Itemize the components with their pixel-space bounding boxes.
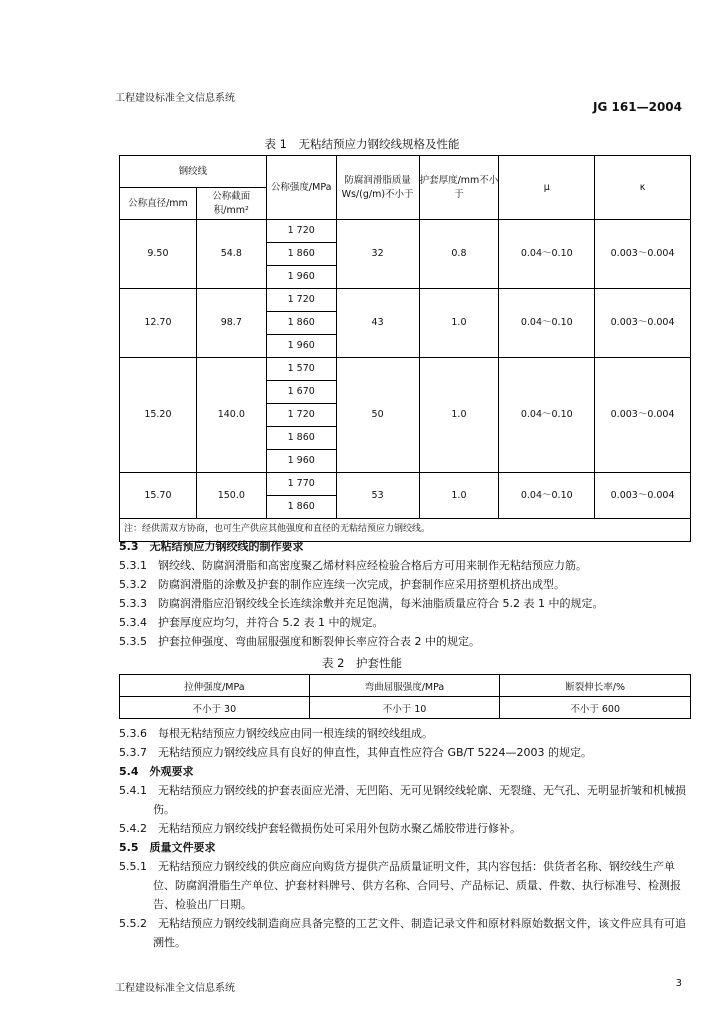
cell-kappa: 0.003～0.004 [595,220,691,289]
cell-strength: 1 670 [266,381,336,404]
section-5-3-heading: 5.3 无粘结预应力钢绞线的制作要求 [119,540,304,553]
cell-strength: 1 720 [266,220,336,243]
cell-grease: 43 [336,289,419,358]
cell-kappa: 0.003～0.004 [595,358,691,473]
table1-note: 注：经供需双方协商，也可生产供应其他强度和直径的无粘结预应力钢绞线。 [120,519,691,542]
cell-sheath: 0.8 [419,220,499,289]
cell-strength: 1 960 [266,450,336,473]
table-row [120,220,691,243]
cell-strength: 1 570 [266,358,336,381]
header-sheath: 护套厚度/mm不小于 [419,156,499,220]
t2-header-bending: 弯曲屈服强度/MPa [309,675,500,697]
clause-5-3-5: 5.3.5 护套拉伸强度、弯曲屈服强度和断裂伸长率应符合表 2 中的规定。 [119,635,480,648]
header-strength: 公称强度/MPa [266,156,336,220]
t2-header-tensile: 拉伸强度/MPa [120,675,310,697]
table-row [120,358,691,381]
clause-5-5-1: 5.5.1 无粘结预应力钢绞线的供应商应向购货方提供产品质量证明文件，其内容包括：供货者名称、钢绞线生产单位、防腐润滑脂生产单位、护套材料牌号、供方名称、合同号、产品标记、质量、件数、执行标准号、检测报告、检验出厂日期。 [119,860,681,911]
cell-grease: 53 [336,473,419,519]
sections-5-3-to-5-5 [119,724,691,952]
cell-strength: 1 860 [266,496,336,519]
cell-area: 150.0 [196,473,266,519]
header-area: 公称截面积/mm² [196,188,266,220]
clause-5-3-4: 5.3.4 护套厚度应均匀，并符合 5.2 表 1 中的规定。 [119,616,384,629]
cell-grease: 50 [336,358,419,473]
clause-5-4-2: 5.4.2 无粘结预应力钢绞线护套轻微损伤处可采用外包防水聚乙烯胶带进行修补。 [119,822,521,835]
cell-area: 54.8 [196,220,266,289]
clause-5-3-3: 5.3.3 防腐润滑脂应沿钢绞线全长连续涂敷并充足饱满，每米油脂质量应符合 5.2 表 1 中的规定。 [119,597,604,610]
table-row [120,473,691,496]
cell-grease: 32 [336,220,419,289]
cell-area: 140.0 [196,358,266,473]
table-row [120,289,691,312]
header-strand: 钢绞线 [120,156,267,188]
section-5-4-heading: 5.4 外观要求 [119,765,194,778]
clause-5-3-6: 5.3.6 每根无粘结预应力钢绞线应由同一根连续的钢绞线组成。 [119,727,433,740]
cell-diameter: 15.70 [120,473,197,519]
page-number: 3 [675,978,682,989]
cell-strength: 1 860 [266,243,336,266]
table1-title: 表 1 无粘结预应力钢绞线规格及性能 [264,137,460,151]
t2-value-tensile: 不小于 30 [120,697,310,719]
clause-5-3-2: 5.3.2 防腐润滑脂的涂敷及护套的制作应连续一次完成，护套制作应采用挤塑机挤出成型。 [119,578,565,591]
cell-sheath: 1.0 [419,473,499,519]
section-5-3 [119,537,691,651]
clause-5-5-2: 5.5.2 无粘结预应力钢绞线制造商应具备完整的工艺文件、制造记录文件和原材料原始数据文件，该文件应具有可追溯性。 [119,917,686,949]
clause-5-3-7: 5.3.7 无粘结预应力钢绞线应具有良好的伸直性，其伸直性应符合 GB/T 5224—2003 的规定。 [119,746,592,759]
cell-mu: 0.04～0.10 [499,289,595,358]
table1 [119,155,691,542]
cell-kappa: 0.003～0.004 [595,473,691,519]
header-kappa: κ [595,156,691,220]
cell-mu: 0.04～0.10 [499,220,595,289]
footer-source: 工程建设标准全文信息系统 [115,983,235,994]
cell-strength: 1 770 [266,473,336,496]
t2-value-elongation: 不小于 600 [500,697,691,719]
cell-strength: 1 720 [266,289,336,312]
cell-sheath: 1.0 [419,289,499,358]
t2-header-elongation: 断裂伸长率/% [500,675,691,697]
standard-number: JG 161—2004 [593,100,682,114]
cell-diameter: 9.50 [120,220,197,289]
t2-value-bending: 不小于 10 [309,697,500,719]
cell-strength: 1 960 [266,335,336,358]
cell-strength: 1 960 [266,266,336,289]
cell-strength: 1 720 [266,404,336,427]
cell-mu: 0.04～0.10 [499,473,595,519]
table2 [119,674,691,719]
cell-strength: 1 860 [266,427,336,450]
cell-diameter: 12.70 [120,289,197,358]
table2-title: 表 2 护套性能 [322,656,402,670]
cell-strength: 1 860 [266,312,336,335]
cell-diameter: 15.20 [120,358,197,473]
header-mu: μ [499,156,595,220]
clause-5-3-1: 5.3.1 钢绞线、防腐润滑脂和高密度聚乙烯材料应经检验合格后方可用来制作无粘结预应力筋。 [119,559,587,572]
cell-area: 98.7 [196,289,266,358]
clause-5-4-1: 5.4.1 无粘结预应力钢绞线的护套表面应光滑、无凹陷、无可见钢绞线轮廓、无裂缝、无气孔、无明显折皱和机械损伤。 [119,784,686,816]
cell-sheath: 1.0 [419,358,499,473]
cell-mu: 0.04～0.10 [499,358,595,473]
header-grease: 防腐润滑脂质量 Ws/(g/m)不小于 [336,156,419,220]
header-diameter: 公称直径/mm [120,188,197,220]
header-source: 工程建设标准全文信息系统 [115,93,235,104]
cell-kappa: 0.003～0.004 [595,289,691,358]
section-5-5-heading: 5.5 质量文件要求 [119,841,216,854]
